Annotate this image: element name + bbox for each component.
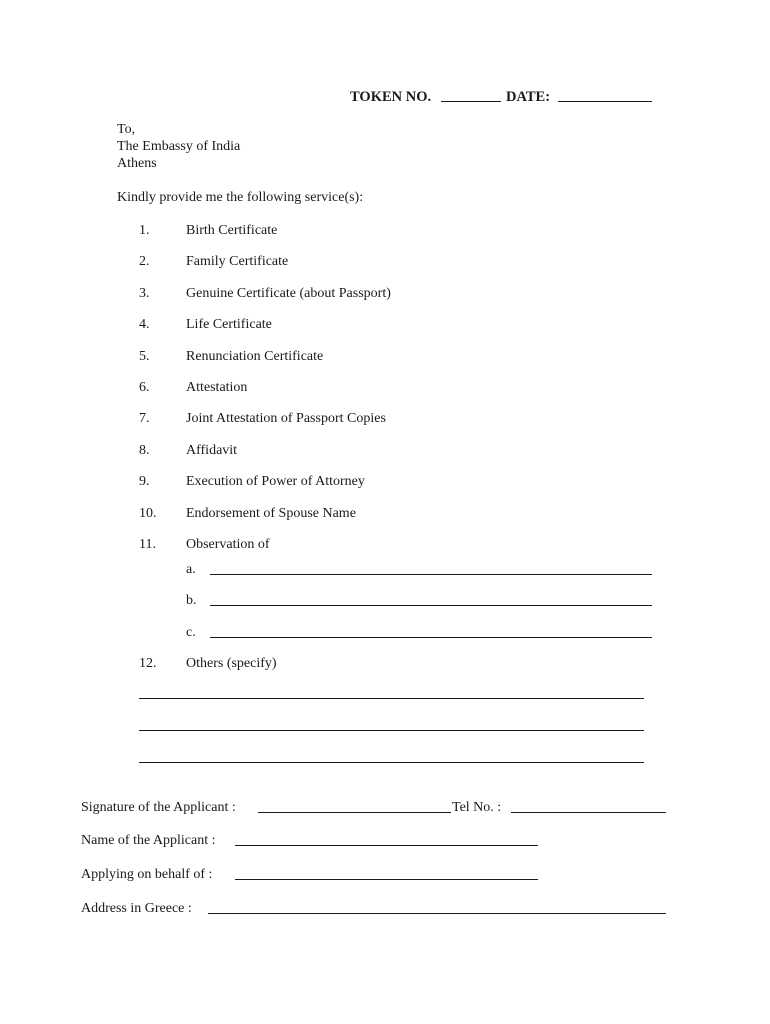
service-item: Observation of (186, 537, 270, 552)
service-number: 9. (139, 474, 150, 489)
service-number: 5. (139, 349, 150, 364)
service-item: Others (specify) (186, 656, 277, 671)
service-item: Birth Certificate (186, 223, 278, 238)
service-item: Attestation (186, 380, 248, 395)
service-item: Family Certificate (186, 254, 289, 269)
observation-item-label: b. (186, 593, 197, 608)
behalf-field[interactable] (235, 879, 538, 880)
tel-label: Tel No. : (452, 800, 502, 815)
observation-c-field[interactable] (210, 637, 652, 638)
address-label: Address in Greece : (81, 901, 192, 916)
token-label: TOKEN NO. (350, 89, 432, 105)
service-item: Endorsement of Spouse Name (186, 506, 356, 521)
service-item: Execution of Power of Attorney (186, 474, 365, 489)
service-number: 4. (139, 317, 150, 332)
date-field[interactable] (558, 101, 652, 102)
intro-text: Kindly provide me the following service(s): (117, 190, 364, 205)
others-field-1[interactable] (139, 698, 644, 699)
service-number: 1. (139, 223, 150, 238)
service-number: 7. (139, 411, 150, 426)
tel-field[interactable] (511, 812, 666, 813)
name-field[interactable] (235, 845, 538, 846)
observation-a-field[interactable] (210, 574, 652, 575)
service-number: 2. (139, 254, 150, 269)
service-number: 6. (139, 380, 150, 395)
signature-label: Signature of the Applicant : (81, 800, 236, 815)
observation-b-field[interactable] (210, 605, 652, 606)
observation-item-label: c. (186, 625, 196, 640)
others-field-2[interactable] (139, 730, 644, 731)
address-field[interactable] (208, 913, 666, 914)
token-field[interactable] (441, 101, 501, 102)
recipient-city: Athens (117, 156, 157, 171)
recipient: The Embassy of India (117, 139, 241, 154)
signature-field[interactable] (258, 812, 451, 813)
service-number: 12. (139, 656, 157, 671)
behalf-label: Applying on behalf of : (81, 867, 213, 882)
service-number: 8. (139, 443, 150, 458)
observation-item-label: a. (186, 562, 196, 577)
service-number: 3. (139, 286, 150, 301)
service-item: Life Certificate (186, 317, 272, 332)
service-number: 10. (139, 506, 157, 521)
service-number: 11. (139, 537, 156, 552)
service-item: Renunciation Certificate (186, 349, 324, 364)
date-label: DATE: (506, 89, 551, 105)
service-item: Affidavit (186, 443, 238, 458)
service-item: Joint Attestation of Passport Copies (186, 411, 386, 426)
service-item: Genuine Certificate (about Passport) (186, 286, 391, 301)
name-label: Name of the Applicant : (81, 833, 216, 848)
others-field-3[interactable] (139, 762, 644, 763)
salutation: To, (117, 122, 136, 137)
